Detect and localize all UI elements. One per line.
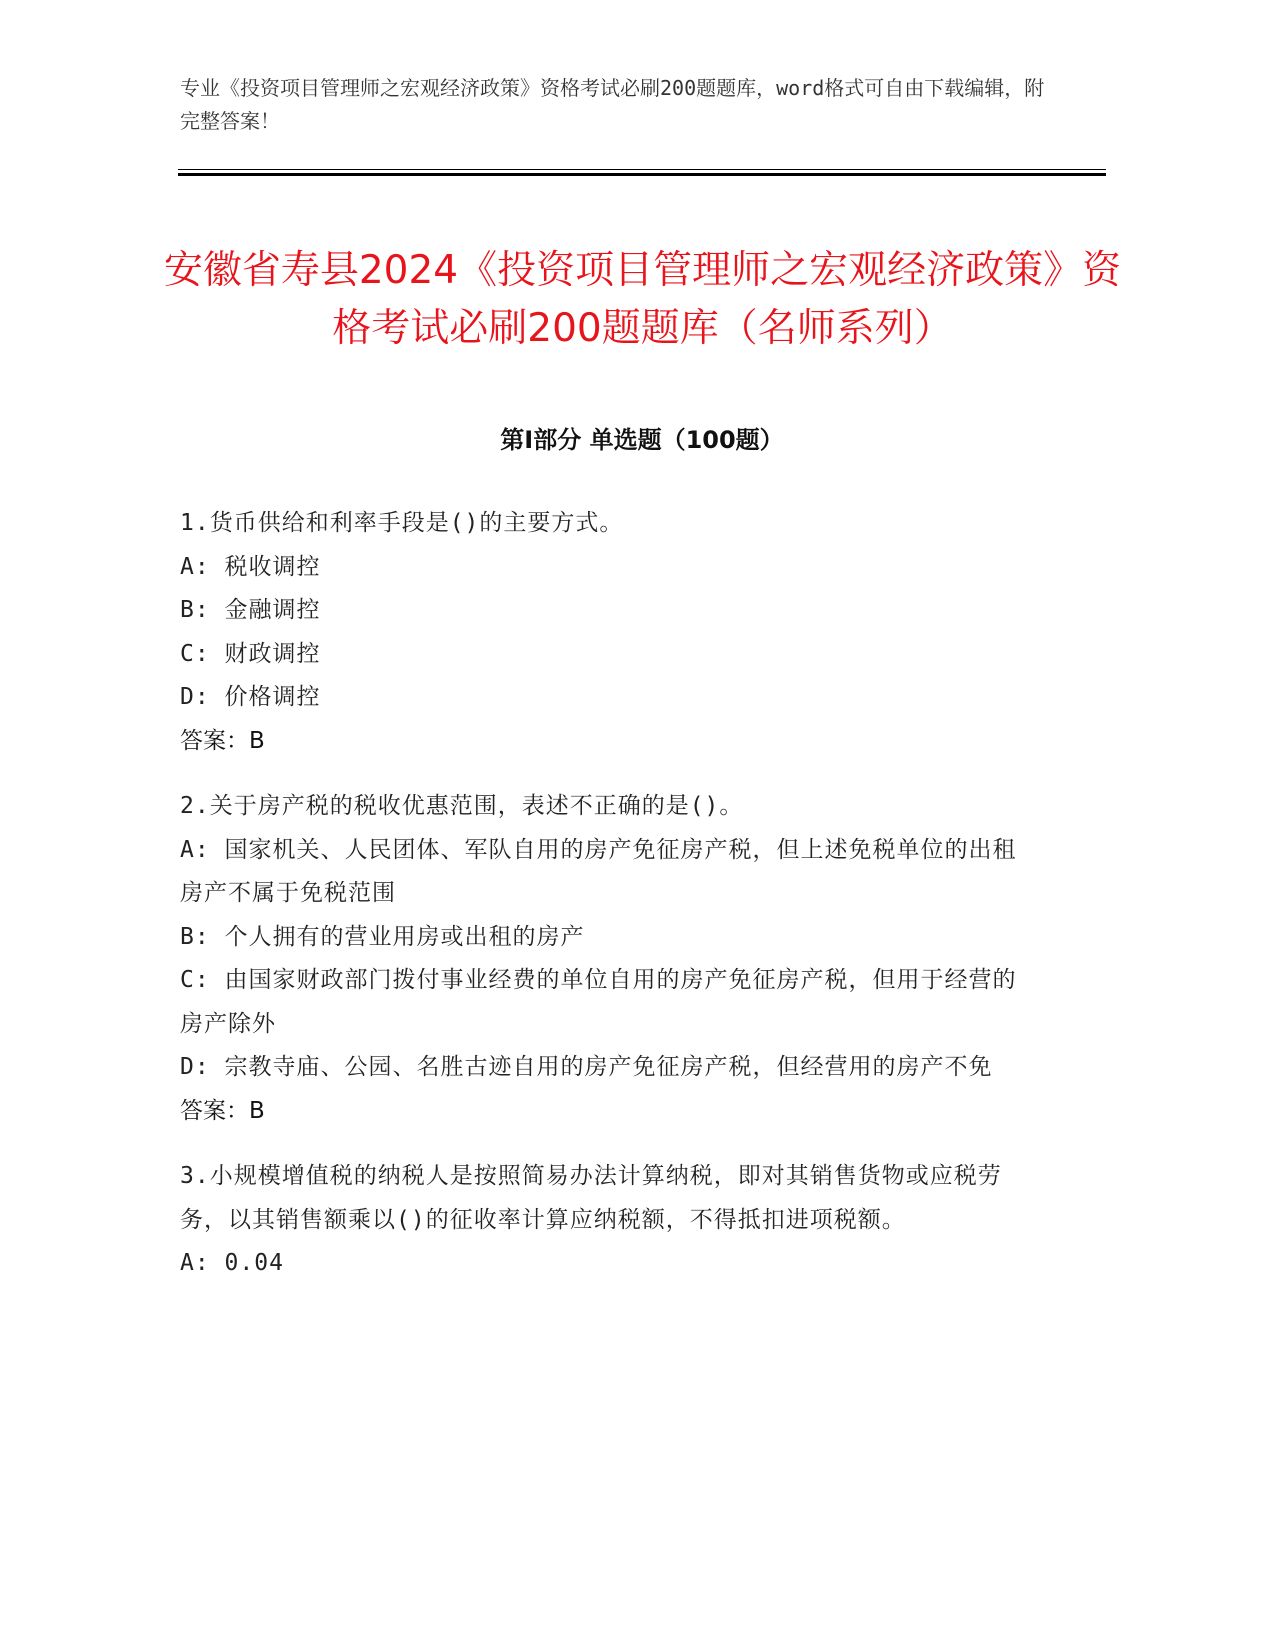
option-a: A: 国家机关、人民团体、军队自用的房产免征房产税，但上述免税单位的出租房产不属于免税范围 — [180, 836, 1017, 906]
question-stem: 3.小规模增值税的纳税人是按照简易办法计算纳税，即对其销售货物或应税劳务，以其销售额乘以()的征收率计算应纳税额，不得抵扣进项税额。 — [180, 1163, 1002, 1233]
option-c: C: 财政调控 — [180, 640, 321, 667]
answer: 答案：B — [180, 727, 265, 754]
option-d: D: 宗教寺庙、公园、名胜古迹自用的房产免征房产税，但经营用的房产不免 — [180, 1054, 993, 1080]
section-title: 第I部分 单选题（100题） — [500, 426, 784, 454]
question-stem: 1.货币供给和利率手段是()的主要方式。 — [180, 510, 624, 536]
document-title: 安徽省寿县2024《投资项目管理师之宏观经济政策》资格考试必刷200题题库（名师系列） — [163, 248, 1122, 352]
question-1 — [180, 502, 1040, 763]
header-divider-thick — [178, 173, 1106, 176]
question-list — [180, 502, 1040, 1308]
option-b: B: 个人拥有的营业用房或出租的房产 — [180, 923, 585, 950]
question-3 — [180, 1155, 1040, 1286]
option-d: D: 价格调控 — [180, 684, 321, 710]
option-b: B: 金融调控 — [180, 597, 321, 623]
question-stem: 2.关于房产税的税收优惠范围，表述不正确的是()。 — [180, 793, 744, 819]
option-a: A: 0.04 — [180, 1250, 284, 1276]
option-c: C: 由国家财政部门拨付事业经费的单位自用的房产免征房产税，但用于经营的房产除外 — [180, 967, 1017, 1037]
option-a: A: 税收调控 — [180, 553, 321, 580]
header-note: 专业《投资项目管理师之宏观经济政策》资格考试必刷200题题库，word格式可自由下载编辑，附完整答案！ — [180, 76, 1045, 133]
answer: 答案：B — [180, 1097, 265, 1124]
question-2 — [180, 785, 1040, 1133]
header-divider-thin — [178, 169, 1106, 170]
